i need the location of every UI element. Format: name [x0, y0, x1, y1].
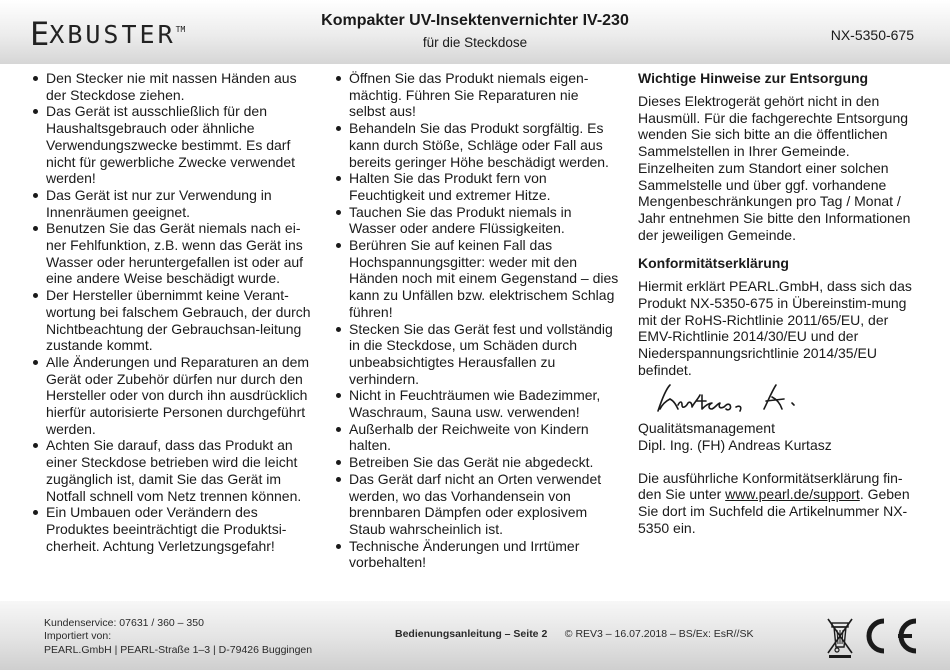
list-item: Das Gerät ist ausschließlich für den Haushaltsgebrauch oder ähnliche Verwendungszwecke bestimmt. Es darf nicht für gewerbliche Zwecke verwendet werden! — [30, 103, 320, 187]
list-item: Außerhalb der Reichweite von Kindern halten. — [333, 421, 619, 454]
ce-mark-icon — [869, 621, 916, 651]
signer-role: Qualitätsmanagement — [638, 420, 775, 437]
disposal-heading: Wichtige Hinweise zur Entsorgung — [638, 70, 869, 86]
conformity-heading: Konformitätserklärung — [638, 255, 789, 272]
disposal-text: Dieses Elektrogerät gehört nicht in den Hausmüll. Für die fachgerechte Entsorgung wenden Sie sich bitte an die öffentlichen Sammelstellen in Ihrer Gemeinde. Einzelheiten zum Standort einer solchen Sammelstelle und über ggf. vorhandene Mengenbeschränkungen pro Tag / Monat / Jahr entnehmen Sie bitte den Informationen der jeweiligen Gemeinde. — [638, 93, 911, 243]
list-item: Benutzen Sie das Gerät niemals nach ei-ner Fehlfunktion, z.B. wenn das Gerät ins Wasser oder heruntergefallen ist oder auf eine andere Weise beschädigt wurde. — [30, 220, 320, 287]
importer-label: Importiert von: — [44, 630, 112, 643]
logo-trademark: TM — [175, 25, 186, 34]
full-declaration-tail: . Geben Sie dort im Suchfeld die Artikelnummer NX-5350 ein. — [638, 486, 910, 536]
list-item: Behandeln Sie das Produkt sorgfältig. Es kann durch Stöße, Schläge oder Fall aus bereits geringer Höhe beschädigt werden. — [333, 120, 619, 170]
list-item: Nicht in Feuchträumen wie Badezimmer, Waschraum, Sauna usw. verwenden! — [333, 387, 619, 420]
safety-column-2 — [333, 70, 619, 571]
list-item: Der Hersteller übernimmt keine Verant-wortung bei falschem Gebrauch, der durch Nichtbeachtung der Gebrauchsan-leitung zustande kommt. — [30, 287, 320, 354]
list-item: Stecken Sie das Gerät fest und vollständig in die Steckdose, um Schäden durch unbeabsichtigtes Herausfallen zu verhindern. — [333, 321, 619, 388]
manual-page: Bedienungsanleitung – Seite 2 — [395, 628, 548, 640]
safety-list-1 — [30, 70, 320, 554]
list-item: Öffnen Sie das Produkt niemals eigen-mächtig. Führen Sie Reparaturen nie selbst aus! — [333, 70, 619, 120]
safety-column-1 — [30, 70, 320, 554]
signer-name: Dipl. Ing. (FH) Andreas Kurtasz — [638, 436, 832, 453]
list-item: Achten Sie darauf, dass das Produkt an einer Steckdose betrieben wird die leicht zugänglich ist, damit Sie das Gerät im Notfall schnell vom Netz trennen können. — [30, 437, 320, 504]
conformity-text: Hiermit erklärt PEARL.GmbH, dass sich das Produkt NX-5350-675 in Übereinstim-mung mit der RoHS-Richtlinie 2011/65/EU, der EMV-Richtlinie 2014/30/EU und der Niederspannungsrichtlinie 2014/35/EU befindet. — [638, 278, 912, 378]
list-item: Halten Sie das Produkt fern von Feuchtigkeit und extremer Hitze. — [333, 170, 619, 203]
importer-address: PEARL.GmbH | PEARL-Straße 1–3 | D-79426 Buggingen — [44, 643, 313, 656]
list-item: Betreiben Sie das Gerät nie abgedeckt. — [333, 454, 619, 471]
safety-list-2 — [333, 70, 619, 571]
list-item: Das Gerät darf nicht an Orten verwendet werden, wo das Vorhandensein von brennbaren Dämpfen oder explosivem Staub wahrscheinlich ist. — [333, 471, 619, 538]
list-item: Das Gerät ist nur zur Verwendung in Innenräumen geeignet. — [30, 187, 320, 220]
signature-image — [652, 381, 822, 417]
certification-marks — [826, 613, 921, 664]
exbuster-logo: EXBUSTER™ — [30, 15, 186, 53]
info-column — [638, 70, 920, 548]
document-title: Kompakter UV-Insektenvernichter IV-230 — [321, 12, 629, 29]
document-subtitle: für die Steckdose — [422, 35, 528, 50]
page-footer — [0, 601, 950, 670]
footer-page-info — [395, 628, 753, 640]
full-declaration-text: Die ausführliche Konformitätserklärung fin-den Sie unter — [638, 469, 903, 503]
list-item: Alle Änderungen und Reparaturen an dem Gerät oder Zubehör dürfen nur durch den Hersteller oder von durch ihn ausdrücklich hierfür autorisierte Personen durchgeführt werden. — [30, 354, 320, 438]
footer-contact — [44, 617, 312, 657]
support-link[interactable]: www.pearl.de/support — [725, 486, 860, 503]
item-number: NX-5350-675 — [830, 27, 914, 43]
full-declaration-note — [638, 470, 920, 537]
page-header — [0, 0, 950, 64]
list-item: Den Stecker nie mit nassen Händen aus der Steckdose ziehen. — [30, 70, 320, 103]
weee-crossed-bin-icon — [828, 619, 852, 658]
customer-service: Kundenservice: 07631 / 360 – 350 — [44, 617, 204, 629]
list-item: Tauchen Sie das Produkt niemals in Wasser oder andere Flüssigkeiten. — [333, 204, 619, 237]
title-block — [280, 12, 670, 50]
revision-info: © REV3 – 16.07.2018 – BS/Ex: EsR//SK — [564, 628, 754, 640]
list-item: Technische Änderungen und Irrtümer vorbehalten! — [333, 538, 619, 571]
list-item: Berühren Sie auf keinen Fall das Hochspannungsgitter: weder mit den Händen noch mit einem Gegenstand – dies kann zu Unfällen bzw. elektrischem Schlag führen! — [333, 237, 619, 321]
list-item: Ein Umbauen oder Verändern des Produktes beeinträchtigt die Produktsi-cherheit. Achtung Verletzungsgefahr! — [30, 504, 320, 554]
